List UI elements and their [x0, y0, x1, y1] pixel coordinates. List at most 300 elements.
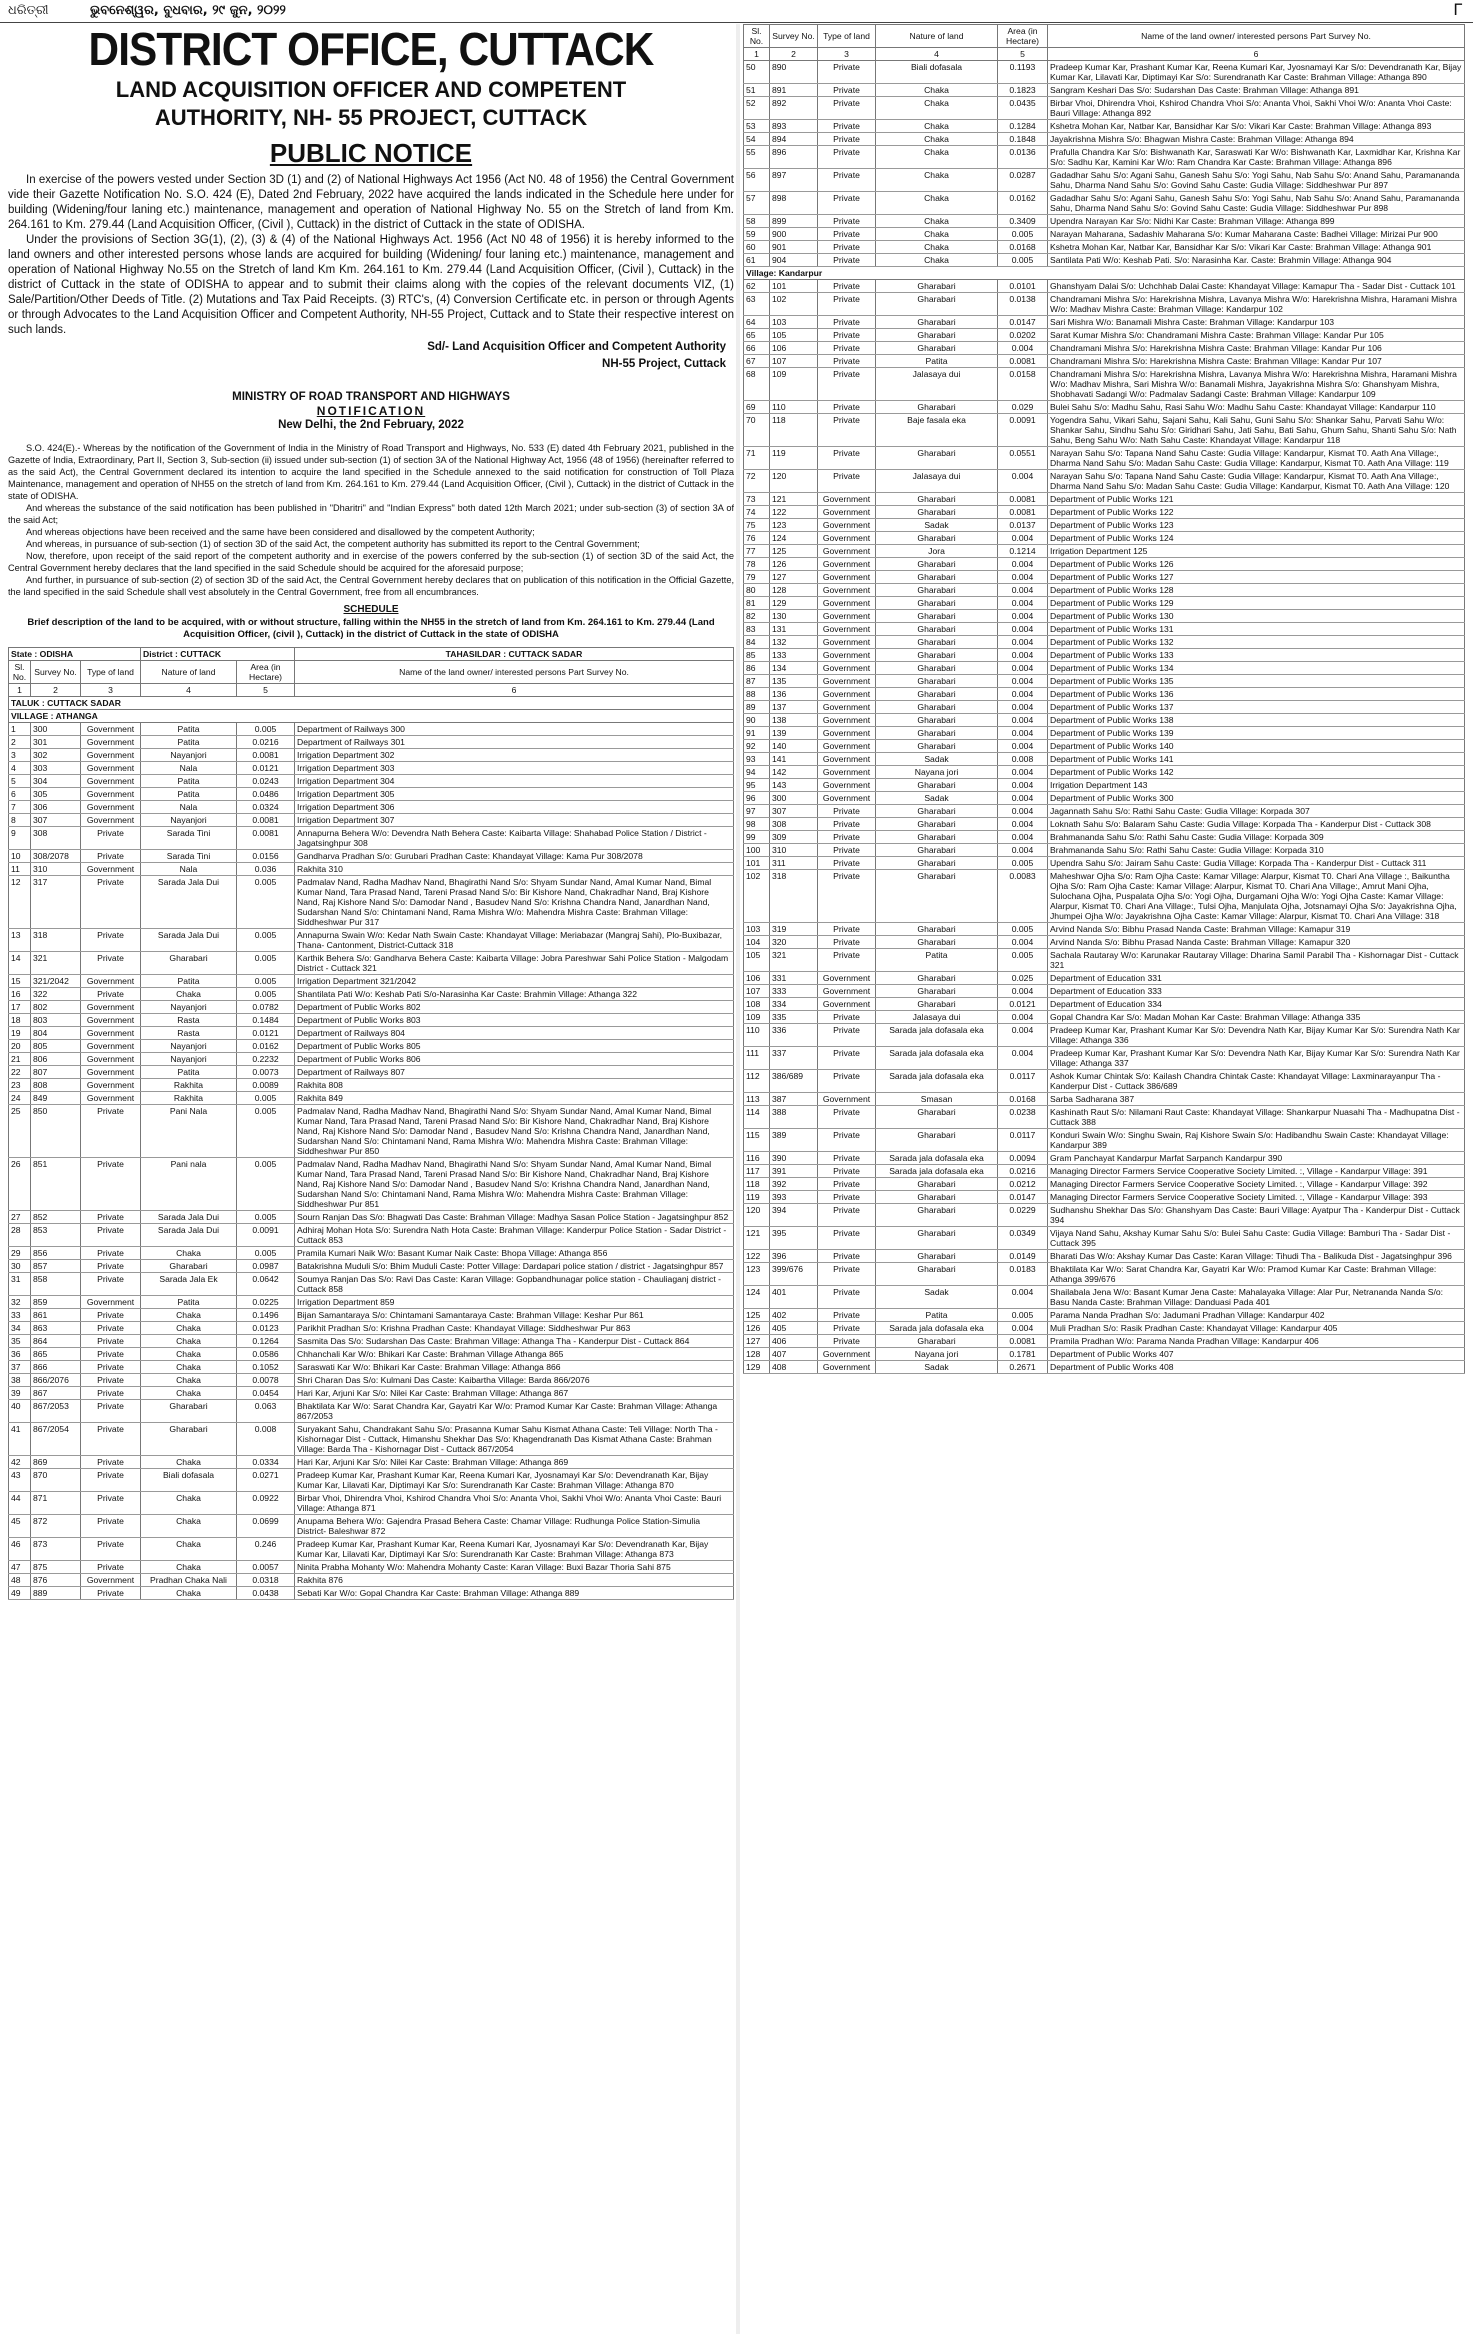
cell-owner: Muli Pradhan S/o: Rasik Pradhan Caste: Khandayat Village: Kandarpur 405 [1048, 1322, 1465, 1335]
cell-land-type: Private [818, 316, 876, 329]
cell-area: 0.004 [998, 701, 1048, 714]
cell-survey-no: 859 [31, 1296, 81, 1309]
cell-land-type: Government [818, 740, 876, 753]
header-owner: Name of the land owner/ interested persons Part Survey No. [295, 661, 734, 684]
cell-land-nature: Gharabari [876, 649, 998, 662]
table-row [744, 355, 1465, 368]
cell-sl-no: 127 [744, 1335, 770, 1348]
cell-survey-no: 317 [31, 876, 81, 929]
cell-survey-no: 866/2076 [31, 1374, 81, 1387]
cell-land-nature: Pani Nala [141, 1105, 237, 1158]
cell-area: 0.0147 [998, 316, 1048, 329]
cell-land-nature: Biali dofasala [876, 61, 998, 84]
cell-sl-no: 43 [9, 1469, 31, 1492]
table-row [744, 84, 1465, 97]
cell-land-type: Government [81, 775, 141, 788]
cell-land-type: Private [81, 1492, 141, 1515]
cell-sl-no: 31 [9, 1273, 31, 1296]
cell-land-type: Private [818, 215, 876, 228]
table-row [744, 1152, 1465, 1165]
cell-owner: Chandramani Mishra S/o: Harekrishna Mishra Caste: Brahman Village: Kandar Pur 106 [1048, 342, 1465, 355]
table-row [744, 470, 1465, 493]
cell-land-nature: Gharabari [876, 1227, 998, 1250]
cell-area: 0.0229 [998, 1204, 1048, 1227]
cell-sl-no: 71 [744, 447, 770, 470]
cell-area: 0.005 [237, 876, 295, 929]
cell-land-type: Private [818, 280, 876, 293]
cell-survey-no: 128 [770, 584, 818, 597]
cell-land-nature: Patita [141, 736, 237, 749]
cell-owner: Department of Public Works 131 [1048, 623, 1465, 636]
cell-area: 0.0212 [998, 1178, 1048, 1191]
cell-area: 0.0287 [998, 169, 1048, 192]
cell-survey-no: 140 [770, 740, 818, 753]
table-row [744, 133, 1465, 146]
cell-land-type: Government [818, 545, 876, 558]
cell-survey-no: 864 [31, 1335, 81, 1348]
cell-owner: Department of Public Works 139 [1048, 727, 1465, 740]
cell-area: 0.0117 [998, 1070, 1048, 1093]
col-num: 2 [31, 684, 81, 697]
cell-land-nature: Chaka [141, 1361, 237, 1374]
cell-land-nature: Chaka [141, 1561, 237, 1574]
cell-survey-no: 875 [31, 1561, 81, 1574]
table-row [9, 1335, 734, 1348]
cell-land-type: Government [81, 1092, 141, 1105]
cell-sl-no: 88 [744, 688, 770, 701]
cell-survey-no: 141 [770, 753, 818, 766]
cell-sl-no: 61 [744, 254, 770, 267]
cell-owner: Shailabala Jena W/o: Basant Kumar Jena Caste: Mahalayaka Village: Alar Pur, Netrananda Nanda S/o: Basu Nanda Caste: Brahman Village: Danduasi Pada 401 [1048, 1286, 1465, 1309]
cell-owner: Jayakrishna Mishra S/o: Bhagwan Mishra Caste: Brahman Village: Athanga 894 [1048, 133, 1465, 146]
cell-sl-no: 53 [744, 120, 770, 133]
table-row [744, 792, 1465, 805]
cell-land-type: Government [818, 662, 876, 675]
cell-land-type: Government [81, 975, 141, 988]
cell-area: 0.0349 [998, 1227, 1048, 1250]
cell-area: 0.004 [998, 571, 1048, 584]
cell-owner: Vijaya Nand Sahu, Akshay Kumar Sahu S/o: Bulei Sahu Caste: Gudia Village: Bamburi Tha - Sadar Dist - Cuttack 395 [1048, 1227, 1465, 1250]
cell-survey-no: 894 [770, 133, 818, 146]
cell-owner: Adhiraj Mohan Hota S/o: Surendra Nath Hota Caste: Brahman Village: Kanderpur Police Station - Sadar District - Cuttack 853 [295, 1224, 734, 1247]
cell-land-type: Private [81, 850, 141, 863]
cell-survey-no: 124 [770, 532, 818, 545]
cell-survey-no: 105 [770, 329, 818, 342]
newspaper-masthead [0, 0, 1473, 23]
cell-land-nature: Chaka [876, 146, 998, 169]
column-number-row [9, 684, 734, 697]
cell-land-type: Private [81, 1423, 141, 1456]
cell-land-type: Private [818, 1165, 876, 1178]
cell-owner: Chandramani Mishra S/o: Harekrishna Mishra, Lavanya Mishra W/o: Harekrishna Mishra, Haramani Mishra W/o: Madhav Mishra, Sari Mishra W/o: Banamali Mishra, Jayakrishna Mishra S/o: Ghanshyam Mishra, Shobhavati Sadangi W/o: Padmalav Sadangi Caste: Brahman Village: Kandarpur 109 [1048, 368, 1465, 401]
cell-area: 0.004 [998, 1047, 1048, 1070]
cell-area: 0.004 [998, 584, 1048, 597]
table-row [744, 1106, 1465, 1129]
left-column [8, 24, 734, 2334]
cell-land-nature: Chaka [141, 1387, 237, 1400]
col-num: 2 [770, 48, 818, 61]
cell-sl-no: 33 [9, 1309, 31, 1322]
cell-owner: Irrigation Department 303 [295, 762, 734, 775]
cell-land-type: Private [818, 1152, 876, 1165]
cell-area: 0.004 [998, 936, 1048, 949]
cell-sl-no: 60 [744, 241, 770, 254]
cell-land-type: Government [818, 649, 876, 662]
cell-survey-no: 876 [31, 1574, 81, 1587]
cell-sl-no: 49 [9, 1587, 31, 1600]
table-row [9, 1053, 734, 1066]
cell-land-type: Government [818, 727, 876, 740]
cell-survey-no: 126 [770, 558, 818, 571]
cell-survey-no: 867 [31, 1387, 81, 1400]
cell-land-type: Government [818, 753, 876, 766]
cell-survey-no: 402 [770, 1309, 818, 1322]
cell-land-type: Private [818, 293, 876, 316]
cell-survey-no: 873 [31, 1538, 81, 1561]
cell-survey-no: 871 [31, 1492, 81, 1515]
cell-owner: Padmalav Nand, Radha Madhav Nand, Bhagirathi Nand S/o: Shyam Sundar Nand, Amal Kumar Nand, Bimal Kumar Nand, Tara Prasad Nand, Tareni Prasad Nand S/o: Bir Kishore Nand, Chakradhar Nand, Braj Kishore Nand, Raj Kishore Nand S/o: Damodar Nand , Basudev Nand S/o: Krishna Chandra Nand, Janardhan Nand, Sudarshan Nand S/o: Chintamani Nand, Rama Mishra W/o: Mahendra Mishra Caste: Brahman Village: Siddheshwar Pur 851 [295, 1158, 734, 1211]
cell-sl-no: 28 [9, 1224, 31, 1247]
cell-owner: Parikhit Pradhan S/o: Krishna Pradhan Caste: Khandayat Village: Siddheshwar Pur 863 [295, 1322, 734, 1335]
cell-land-nature: Gharabari [876, 779, 998, 792]
cell-land-nature: Gharabari [876, 584, 998, 597]
cell-owner: Suryakant Sahu, Chandrakant Sahu S/o: Prasanna Kumar Sahu Kismat Athana Caste: Teli Village: North Tha - Kishornagar Dist - Cuttack, Himanshu Shekhar Das S/o: Khagendranath Das Kismat Athana Caste: Brahman Village: Barda Tha - Kishornagar Dist - Cuttack 867/2054 [295, 1423, 734, 1456]
cell-area: 0.004 [998, 740, 1048, 753]
cell-survey-no: 118 [770, 414, 818, 447]
cell-area: 0.0922 [237, 1492, 295, 1515]
cell-sl-no: 15 [9, 975, 31, 988]
cell-land-nature: Gharabari [876, 623, 998, 636]
cell-area: 0.004 [998, 805, 1048, 818]
cell-land-type: Government [818, 519, 876, 532]
cell-survey-no: 893 [770, 120, 818, 133]
table-row [744, 779, 1465, 792]
cell-sl-no: 118 [744, 1178, 770, 1191]
cell-land-type: Government [818, 792, 876, 805]
cell-area: 0.1193 [998, 61, 1048, 84]
cell-area: 0.0094 [998, 1152, 1048, 1165]
cell-survey-no: 335 [770, 1011, 818, 1024]
cell-area: 0.005 [237, 929, 295, 952]
cell-survey-no: 856 [31, 1247, 81, 1260]
cell-land-type: Government [81, 1014, 141, 1027]
cell-land-type: Private [818, 1106, 876, 1129]
cell-owner: Department of Public Works 136 [1048, 688, 1465, 701]
col-num: 4 [876, 48, 998, 61]
cell-area: 0.1264 [237, 1335, 295, 1348]
cell-survey-no: 300 [770, 792, 818, 805]
table-row [744, 169, 1465, 192]
cell-survey-no: 305 [31, 788, 81, 801]
ministry-heading: MINISTRY OF ROAD TRANSPORT AND HIGHWAYS [232, 391, 510, 403]
cell-land-type: Private [818, 254, 876, 267]
cell-sl-no: 80 [744, 584, 770, 597]
cell-area: 0.0078 [237, 1374, 295, 1387]
cell-sl-no: 41 [9, 1423, 31, 1456]
cell-land-nature: Sarada Jala Ek [141, 1273, 237, 1296]
cell-survey-no: 301 [31, 736, 81, 749]
cell-sl-no: 32 [9, 1296, 31, 1309]
cell-sl-no: 85 [744, 649, 770, 662]
cell-area: 0.004 [998, 818, 1048, 831]
cell-land-nature: Gharabari [876, 401, 998, 414]
column-number-row [744, 48, 1465, 61]
cell-owner: Rakhita 876 [295, 1574, 734, 1587]
cell-owner: Gadadhar Sahu S/o: Agani Sahu, Ganesh Sahu S/o: Yogi Sahu, Nab Sahu S/o: Anand Sahu, Paramananda Sahu, Dharma Nand Sahu S/o: Govind Sahu Caste: Gudia Village: Siddheshwar Pur 898 [1048, 192, 1465, 215]
cell-land-nature: Gharabari [141, 952, 237, 975]
masthead-dateline: ଭୁବନେଶ୍ୱର, ବୁଧବାର, ୨୯ ଜୁନ, ୨୦୨୨ [90, 3, 286, 18]
cell-land-type: Government [81, 814, 141, 827]
cell-area: 0.0699 [237, 1515, 295, 1538]
cell-land-nature: Gharabari [876, 1106, 998, 1129]
cell-survey-no: 389 [770, 1129, 818, 1152]
cell-land-type: Private [818, 447, 876, 470]
table-row [9, 775, 734, 788]
table-row [9, 736, 734, 749]
schedule-brief: Brief description of the land to be acquired, with or without structure, falling within the NH55 in the stretch of land from Km. 264.161 to Km. 279.44 (Land Acquisition Officer, (civil ), Cuttack) in the district of Cuttack in the state of ODISHA [27, 617, 715, 640]
cell-area: 0.005 [998, 949, 1048, 972]
cell-owner: Department of Public Works 134 [1048, 662, 1465, 675]
cell-owner: Hari Kar, Arjuni Kar S/o: Nilei Kar Caste: Brahman Village: Athanga 869 [295, 1456, 734, 1469]
cell-land-nature: Sarada Jala Dui [141, 876, 237, 929]
cell-sl-no: 59 [744, 228, 770, 241]
cell-area: 0.1496 [237, 1309, 295, 1322]
cell-owner: Prafulla Chandra Kar S/o: Bishwanath Kar, Saraswati Kar W/o: Bishwanath Kar, Laxmidhar Kar, Krishna Kar S/o: Sadhu Kar, Kamini Kar W/o: Ram Chandra Kar Caste: Brahman Village: Athanga 896 [1048, 146, 1465, 169]
cell-survey-no: 304 [31, 775, 81, 788]
cell-owner: Narayan Sahu S/o: Tapana Nand Sahu Caste: Gudia Village: Kandarpur, Kismat T0. Aath Ana Village:, Dharma Nand Sahu S/o: Madan Sahu Caste: Gudia Village: Kandarpur, Kismat T0. Aath Ana Village: 119 [1048, 447, 1465, 470]
cell-area: 0.004 [998, 831, 1048, 844]
cell-land-nature: Nayanjori [141, 749, 237, 762]
cell-land-nature: Nala [141, 801, 237, 814]
col-num: 5 [998, 48, 1048, 61]
table-row [744, 97, 1465, 120]
col-num: 6 [295, 684, 734, 697]
cell-land-type: Private [81, 1158, 141, 1211]
cell-area: 0.3409 [998, 215, 1048, 228]
cell-owner: Department of Public Works 126 [1048, 558, 1465, 571]
table-row [744, 688, 1465, 701]
cell-owner: Department of Public Works 129 [1048, 597, 1465, 610]
cell-land-type: Government [818, 493, 876, 506]
cell-land-type: Private [818, 228, 876, 241]
cell-area: 0.0089 [237, 1079, 295, 1092]
cell-land-nature: Sarada jala dofasala eka [876, 1152, 998, 1165]
table-row [744, 1047, 1465, 1070]
cell-area: 0.004 [998, 688, 1048, 701]
cell-owner: Irrigation Department 321/2042 [295, 975, 734, 988]
cell-survey-no: 892 [770, 97, 818, 120]
cell-survey-no: 900 [770, 228, 818, 241]
cell-sl-no: 109 [744, 1011, 770, 1024]
table-row [9, 1538, 734, 1561]
cell-owner: Sarat Kumar Mishra S/o: Chandramani Mishra Caste: Brahman Village: Kandar Pur 105 [1048, 329, 1465, 342]
table-row [9, 1374, 734, 1387]
cell-area: 0.004 [998, 342, 1048, 355]
cell-area: 0.0168 [998, 241, 1048, 254]
cell-land-type: Government [818, 714, 876, 727]
header-type: Type of land [81, 661, 141, 684]
table-row [744, 1263, 1465, 1286]
cell-land-nature: Chaka [141, 1335, 237, 1348]
cell-area: 0.0101 [998, 280, 1048, 293]
cell-survey-no: 890 [770, 61, 818, 84]
table-row [744, 675, 1465, 688]
cell-land-nature: Sadak [876, 1361, 998, 1374]
cell-land-type: Private [81, 1387, 141, 1400]
cell-land-nature: Gharabari [876, 293, 998, 316]
cell-owner: Padmalav Nand, Radha Madhav Nand, Bhagirathi Nand S/o: Shyam Sundar Nand, Amal Kumar Nand, Bimal Kumar Nand, Tara Prasad Nand, Tareni Prasad Nand S/o: Bir Kishore Nand, Chakradhar Nand, Braj Kishore Nand, Raj Kishore Nand S/o: Damodar Nand , Basudev Nand S/o: Krishna Chandra Nand, Janardhan Nand, Sudarshan Nand S/o: Chintamani Nand, Rama Mishra W/o: Mahendra Mishra Caste: Brahman Village: Siddheshwar Pur 850 [295, 1105, 734, 1158]
cell-survey-no: 861 [31, 1309, 81, 1322]
cell-land-type: Private [81, 1273, 141, 1296]
cell-land-nature: Gharabari [876, 972, 998, 985]
cell-survey-no: 331 [770, 972, 818, 985]
cell-land-type: Government [81, 1040, 141, 1053]
cell-owner: Department of Public Works 130 [1048, 610, 1465, 623]
cell-sl-no: 101 [744, 857, 770, 870]
table-row [744, 1286, 1465, 1309]
cell-sl-no: 114 [744, 1106, 770, 1129]
cell-owner: Birbar Vhoi, Dhirendra Vhoi, Kshirod Chandra Vhoi S/o: Ananta Vhoi, Sakhi Vhoi W/o: Ananta Vhoi Caste: Bauri Village: Athanga 871 [295, 1492, 734, 1515]
cell-land-type: Government [81, 723, 141, 736]
cell-owner: Department of Public Works 124 [1048, 532, 1465, 545]
village-label: VILLAGE : ATHANGA [9, 710, 734, 723]
cell-survey-no: 129 [770, 597, 818, 610]
header-owner: Name of the land owner/ interested persons Part Survey No. [1048, 25, 1465, 48]
cell-sl-no: 47 [9, 1561, 31, 1574]
cell-land-type: Private [818, 1011, 876, 1024]
cell-owner: Pradeep Kumar Kar, Prashant Kumar Kar, Reena Kumari Kar, Jyosnamayi Kar S/o: Devendranath Kar, Bijay Kumar Kar, Lilavati Kar, Diptimayi Kar S/o: Surendranath Kar Caste: Brahman Village: Athanga 870 [295, 1469, 734, 1492]
cell-survey-no: 306 [31, 801, 81, 814]
cell-survey-no: 103 [770, 316, 818, 329]
cell-owner: Department of Public Works 133 [1048, 649, 1465, 662]
cell-land-type: Private [818, 805, 876, 818]
cell-sl-no: 12 [9, 876, 31, 929]
cell-land-nature: Sarada Tini [141, 827, 237, 850]
cell-owner: Bhaktilata Kar W/o: Sarat Chandra Kar, Gayatri Kar W/o: Pramod Kumar Kar Caste: Brahman Village: Athanga 867/2053 [295, 1400, 734, 1423]
cell-land-type: Government [818, 597, 876, 610]
cell-owner: Bhaktilata Kar W/o: Sarat Chandra Kar, Gayatri Kar W/o: Pramod Kumar Kar Caste: Brahman Village: Athanga 399/676 [1048, 1263, 1465, 1286]
cell-land-nature: Chaka [141, 1374, 237, 1387]
cell-owner: Department of Public Works 121 [1048, 493, 1465, 506]
cell-land-nature: Gharabari [876, 740, 998, 753]
cell-land-nature: Jalasaya dui [876, 470, 998, 493]
cell-area: 0.005 [998, 228, 1048, 241]
cell-owner: Anupama Behera W/o: Gajendra Prasad Behera Caste: Chamar Village: Rudhunga Police Station-Simulia District- Baleshwar 872 [295, 1515, 734, 1538]
cell-area: 0.005 [237, 723, 295, 736]
cell-owner: Arvind Nanda S/o: Bibhu Prasad Nanda Caste: Brahman Village: Kamapur 320 [1048, 936, 1465, 949]
cell-land-type: Private [81, 827, 141, 850]
cell-sl-no: 69 [744, 401, 770, 414]
table-row [9, 1469, 734, 1492]
location-row [9, 648, 734, 661]
cell-area: 0.0438 [237, 1587, 295, 1600]
cell-area: 0.2232 [237, 1053, 295, 1066]
cell-area: 0.2671 [998, 1361, 1048, 1374]
cell-survey-no: 858 [31, 1273, 81, 1296]
schedule-heading: SCHEDULE [343, 604, 399, 615]
cell-sl-no: 86 [744, 662, 770, 675]
cell-sl-no: 35 [9, 1335, 31, 1348]
cell-area: 0.1781 [998, 1348, 1048, 1361]
cell-sl-no: 34 [9, 1322, 31, 1335]
cell-owner: Managing Director Farmers Service Cooperative Society Limited. :, Village - Kandarpur Village: 392 [1048, 1178, 1465, 1191]
table-row [9, 1515, 734, 1538]
cell-sl-no: 126 [744, 1322, 770, 1335]
cell-land-nature: Chaka [141, 1492, 237, 1515]
cell-owner: Shantilata Pati W/o: Keshab Pati S/o-Narasinha Kar Caste: Brahmin Village: Athanga 322 [295, 988, 734, 1001]
table-row [744, 1011, 1465, 1024]
cell-sl-no: 87 [744, 675, 770, 688]
cell-owner: Annapurna Swain W/o: Kedar Nath Swain Caste: Khandayat Village: Meriabazar (Mangraj Sahi), Plo-Buxibazar, Thana- Cantonment, District-Cuttack 318 [295, 929, 734, 952]
cell-owner: Rakhita 310 [295, 863, 734, 876]
cell-land-type: Private [81, 1361, 141, 1374]
cell-land-nature: Patita [876, 355, 998, 368]
cell-survey-no: 303 [31, 762, 81, 775]
cell-sl-no: 17 [9, 1001, 31, 1014]
cell-survey-no: 898 [770, 192, 818, 215]
cell-land-type: Private [81, 1322, 141, 1335]
cell-land-nature: Chaka [141, 1538, 237, 1561]
table-row [744, 61, 1465, 84]
table-row [9, 1456, 734, 1469]
cell-land-type: Private [81, 929, 141, 952]
cell-land-type: Private [818, 192, 876, 215]
cell-area: 0.0081 [237, 814, 295, 827]
cell-land-type: Private [818, 401, 876, 414]
cell-sl-no: 108 [744, 998, 770, 1011]
cell-owner: Upendra Narayan Kar S/o: Nidhi Kar Caste: Brahman Village: Athanga 899 [1048, 215, 1465, 228]
cell-area: 0.0081 [998, 1335, 1048, 1348]
cell-owner: Department of Public Works 122 [1048, 506, 1465, 519]
cell-land-nature: Gharabari [876, 985, 998, 998]
cell-land-nature: Gharabari [876, 870, 998, 923]
cell-survey-no: 101 [770, 280, 818, 293]
cell-land-type: Private [81, 1587, 141, 1600]
cell-area: 0.004 [998, 844, 1048, 857]
cell-sl-no: 13 [9, 929, 31, 952]
cell-sl-no: 51 [744, 84, 770, 97]
cell-sl-no: 90 [744, 714, 770, 727]
cell-sl-no: 22 [9, 1066, 31, 1079]
cell-sl-no: 45 [9, 1515, 31, 1538]
cell-area: 0.0117 [998, 1129, 1048, 1152]
table-row [744, 228, 1465, 241]
cell-owner: Irrigation Department 302 [295, 749, 734, 762]
cell-sl-no: 48 [9, 1574, 31, 1587]
right-table-body-kandarpur [744, 280, 1465, 1374]
cell-survey-no: 125 [770, 545, 818, 558]
table-row [9, 1322, 734, 1335]
cell-land-nature: Sarada jala dofasala eka [876, 1024, 998, 1047]
table-row [9, 1387, 734, 1400]
cell-survey-no: 387 [770, 1093, 818, 1106]
cell-survey-no: 109 [770, 368, 818, 401]
cell-owner: Department of Education 331 [1048, 972, 1465, 985]
table-row [744, 610, 1465, 623]
table-row [9, 801, 734, 814]
cell-land-nature: Sadak [876, 792, 998, 805]
cell-land-type: Private [818, 870, 876, 923]
cell-sl-no: 125 [744, 1309, 770, 1322]
cell-owner: Arvind Nanda S/o: Bibhu Prasad Nanda Caste: Brahman Village: Kamapur 319 [1048, 923, 1465, 936]
cell-survey-no: 311 [770, 857, 818, 870]
cell-land-type: Private [81, 1335, 141, 1348]
cell-land-nature: Gharabari [876, 342, 998, 355]
cell-land-nature: Nala [141, 863, 237, 876]
cell-sl-no: 120 [744, 1204, 770, 1227]
table-row [744, 1178, 1465, 1191]
cell-land-nature: Pradhan Chaka Nali [141, 1574, 237, 1587]
